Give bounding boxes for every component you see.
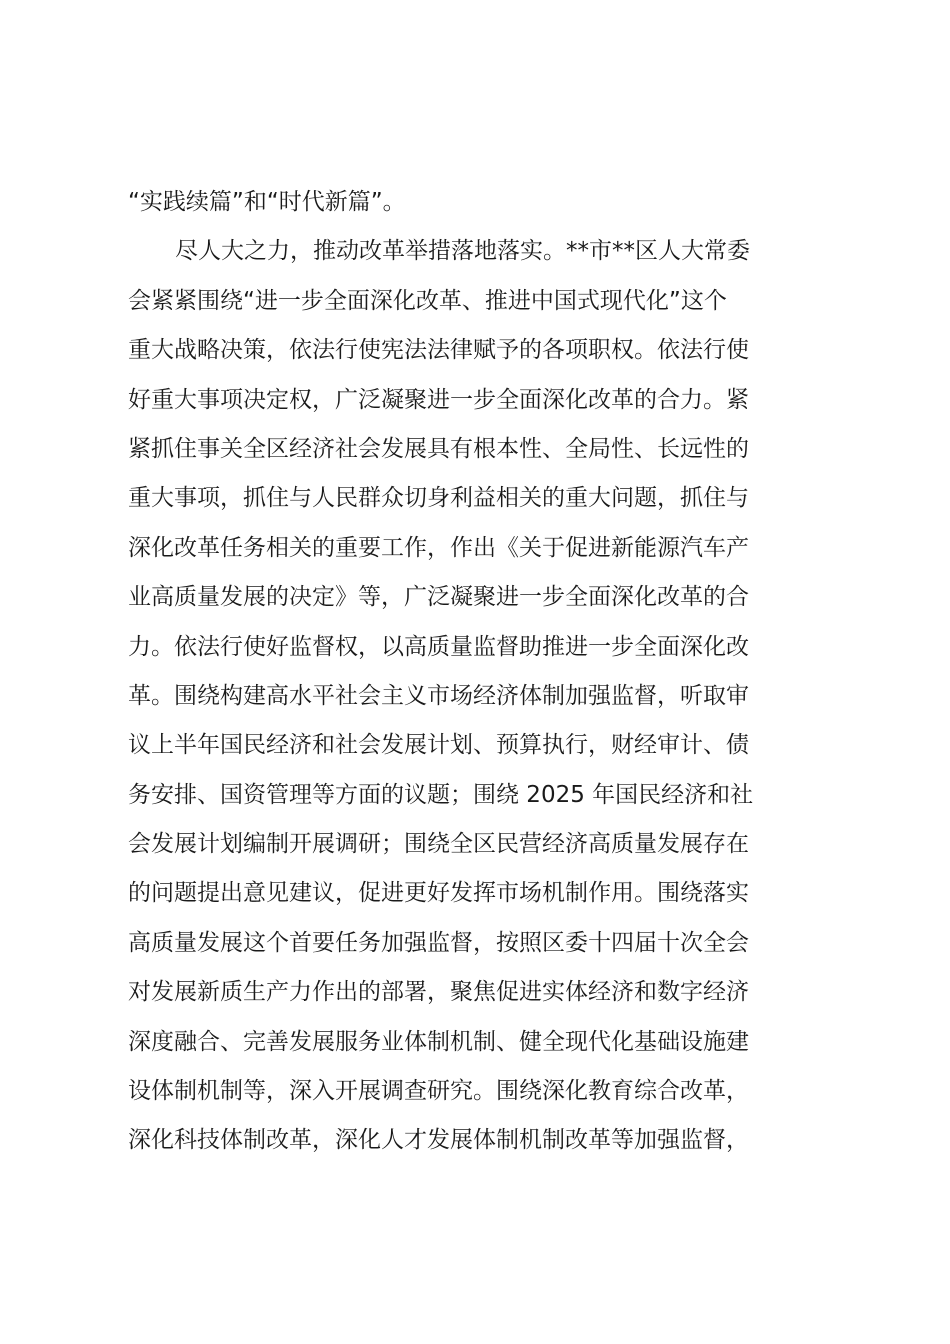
text-line: 业高质量发展的决定》等，广泛凝聚进一步全面深化改革的合 — [128, 584, 749, 611]
text-line: 高质量发展这个首要任务加强监督，按照区委十四届十次全会 — [128, 929, 749, 956]
text-line: 深化科技体制改革，深化人才发展体制机制改革等加强监督， — [128, 1127, 749, 1154]
text-line: 深度融合、完善发展服务业体制机制、健全现代化基础设施建 — [128, 1028, 749, 1055]
text-line: 对发展新质生产力作出的部署，聚焦促进实体经济和数字经济 — [128, 979, 749, 1006]
body-text — [128, 178, 840, 1166]
text-line: 紧抓住事关全区经济社会发展具有根本性、全局性、长远性的 — [128, 435, 749, 462]
text-line: 重大战略决策，依法行使宪法法律赋予的各项职权。依法行使 — [128, 337, 749, 364]
text-line: “实践续篇”和“时代新篇”。 — [128, 189, 406, 215]
text-line: 务安排、国资管理等方面的议题；围绕 2025 年国民经济和社 — [128, 781, 754, 808]
text-line: 革。围绕构建高水平社会主义市场经济体制加强监督，听取审 — [128, 682, 749, 709]
text-line: 重大事项，抓住与人民群众切身利益相关的重大问题，抓住与 — [128, 485, 749, 512]
text-line: 的问题提出意见建议，促进更好发挥市场机制作用。围绕落实 — [128, 880, 749, 907]
text-line: 好重大事项决定权，广泛凝聚进一步全面深化改革的合力。紧 — [128, 386, 749, 413]
text-line: 设体制机制等，深入开展调查研究。围绕深化教育综合改革， — [128, 1078, 749, 1105]
paragraph-first-line: 尽人大之力，推动改革举措落地落实。**市**区人大常委 — [175, 238, 750, 265]
text-line: 力。依法行使好监督权，以高质量监督助推进一步全面深化改 — [128, 633, 749, 660]
text-line: 会发展计划编制开展调研；围绕全区民营经济高质量发展存在 — [128, 831, 749, 858]
text-line: 议上半年国民经济和社会发展计划、预算执行，财经审计、债 — [128, 732, 749, 759]
text-line: 深化改革任务相关的重要工作，作出《关于促进新能源汽车产 — [128, 534, 749, 561]
text-line: 会紧紧围绕“进一步全面深化改革、推进中国式现代化”这个 — [128, 287, 727, 314]
